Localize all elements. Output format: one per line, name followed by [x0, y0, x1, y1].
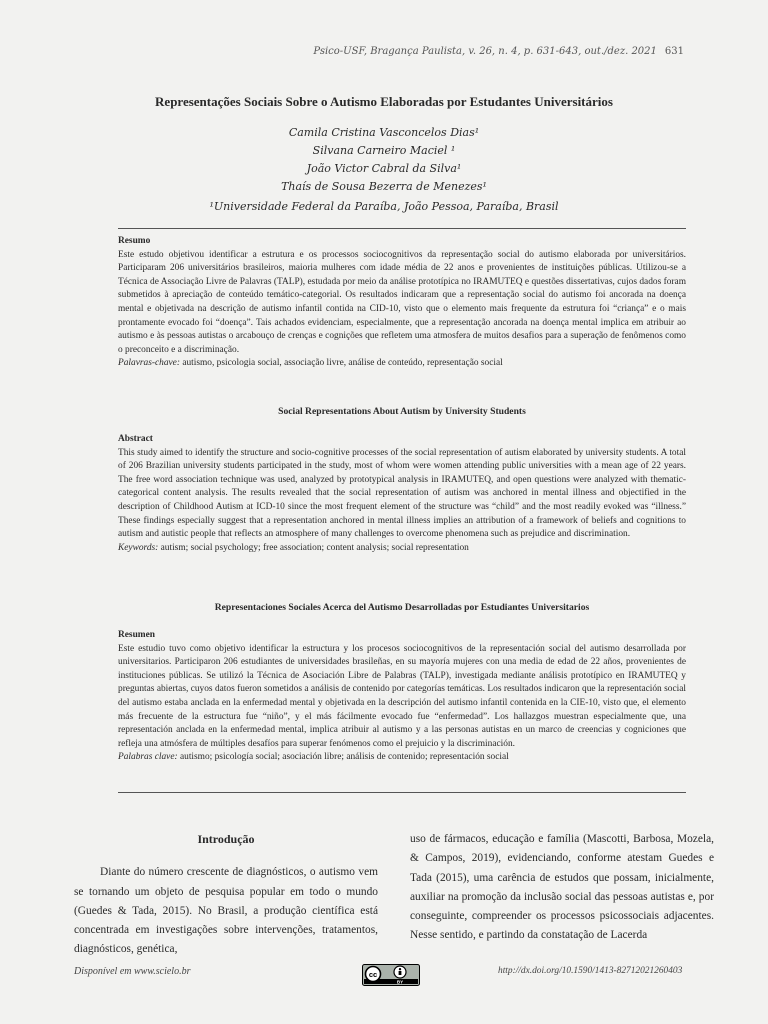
- resumo-heading: Resumo: [118, 236, 151, 246]
- abstract-keywords: autism; social psychology; free association; content analysis; social representation: [160, 542, 469, 553]
- running-header: [313, 46, 684, 57]
- abstract-heading: Abstract: [118, 434, 153, 444]
- by-label: BY: [396, 979, 404, 985]
- intro-right-column: [410, 830, 714, 946]
- english-title: Social Representations About Autism by University Students: [278, 406, 526, 417]
- resumo-block: [118, 235, 686, 371]
- abstract-block: [118, 433, 686, 555]
- resumen-block: [118, 629, 686, 765]
- intro-left-column: [74, 830, 378, 960]
- doi-link[interactable]: http://dx.doi.org/10.1590/1413-82712021260403: [498, 966, 683, 976]
- resumen-text: Este estudio tuvo como objetivo identificar la estructura y los procesos sociocognitivos de la representación social del autismo desarrollada por universitarios. Participaron 206 estudiantes de universidades brasileñas, en su mayoría mujeres con una media de edad de 22 años, provenientes de instituciones públicas. Se utilizó la Técnica de Asociación Libre de Palabras (TALP), investigada mediante análisis prototípico en IRAMUTEQ y preguntas abiertas, cuyos datos fueron sometidos a análisis de contenido por categorías temáticas. Los resultados indicaron que la representación social del autismo estaba anclada en la enfermedad mental y objetivada en la descripción del autismo infantil contenida en la CIE-10, visto que, el elemento más frecuente de la estructura fue “niño”, y el más fácilmente evocado fue “enfermedad”. Los hallazgos muestran especialmente que, una representación anclada en la enfermedad mental, implica atribuir al autismo y a las personas autistas en un marco de creencias y cogniciones que refleja una atmósfera de múltiples desafíos para superar fenómenos como el prejuicio y la discriminación.: [118, 643, 686, 749]
- abstract-keywords-label: Keywords:: [118, 542, 159, 553]
- scielo-availability: Disponível em www.scielo.br: [74, 966, 191, 977]
- author: Thaís de Sousa Bezerra de Menezes¹: [281, 180, 487, 193]
- author: Silvana Carneiro Maciel ¹: [312, 144, 456, 157]
- spanish-title: Representaciones Sociales Acerca del Autismo Desarrolladas por Estudiantes Universitarios: [214, 602, 590, 613]
- divider-top: [118, 228, 686, 229]
- author: João Victor Cabral da Silva¹: [306, 162, 462, 175]
- article-title: Representações Sociais Sobre o Autismo Elaboradas por Estudantes Universitários: [155, 94, 613, 109]
- divider-bottom: [118, 792, 686, 793]
- resumen-keywords: autismo; psicología social; asociación libre; análisis de contenido; representación social: [179, 752, 509, 763]
- author-list: [0, 124, 768, 196]
- resumen-keywords-label: Palabras clave:: [118, 752, 178, 763]
- author: Camila Cristina Vasconcelos Dias¹: [288, 126, 480, 139]
- cc-by-license-badge: [362, 964, 420, 986]
- journal-citation: Psico-USF, Bragança Paulista, v. 26, n. 4, p. 631-643, out./dez. 2021: [313, 46, 657, 57]
- resumo-text: Este estudo objetivou identificar a estrutura e os processos sociocognitivos da representação social do autismo elaborada por universitários. Participaram 206 universitários brasileiros, maioria mulheres com idade média de 22 anos e provenientes de instituições públicas. Utilizou-se a Técnica de Associação Livre de Palavras (TALP), estudada por meio da análise prototípica no IRAMUTEQ e questões dissertativas, cujos dados foram submetidos à apreciação de conteúdo temático-categorial. Os resultados indicaram que a representação social do autismo foi ancorada na doença mental e objetivada na descrição de autismo infantil contida na CID-10, visto que o elemento mais frequente da estrutura foi “criança” e o mais prontamente evocado foi “doença”. Tais achados evidenciam, especialmente, que a representação ancorada na doença mental implica em atribuir ao autismo e às pessoas autistas o arcabouço de crenças e cognições que refletem uma atmosfera de muitos desafios para a superação de fenômenos como o preconceito e a discriminação.: [118, 249, 686, 355]
- intro-right-text: uso de fármacos, educação e família (Mascotti, Barbosa, Mozela, & Campos, 2019), evidenciando, conforme atestam Guedes e Tada (2015), uma carência de estudos que possam, inicialmente, auxiliar na promoção da inclusão social das pessoas autistas e, por conseguinte, compreender os processos psicossociais adjacentes. Nesse sentido, e partindo da constatação de Lacerda: [410, 833, 714, 942]
- cc-label: cc: [368, 969, 378, 979]
- resumo-keywords-label: Palavras-chave:: [118, 358, 180, 369]
- intro-heading: Introdução: [197, 832, 255, 846]
- intro-left-text: Diante do número crescente de diagnósticos, o autismo vem se tornando um objeto de pesquisa popular em todo o mundo (Guedes & Tada, 2015). No Brasil, a produção científica está concentrada em investigações sobre intervenções, tratamentos, diagnósticos, genética,: [74, 866, 378, 956]
- affiliation: ¹Universidade Federal da Paraíba, João Pessoa, Paraíba, Brasil: [209, 200, 559, 213]
- abstract-text: This study aimed to identify the structure and socio-cognitive processes of the social representation of autism elaborated by university students. A total of 206 Brazilian university students participated in the study, most of whom were women attending public universities with a mean age of 22 years. The free word association technique was used, analyzed by prototypical analysis in IRAMUTEQ, and open questions were analyzed with thematic-categorical content analysis. The results revealed that the social representation of autism was anchored in mental illness and objectified in the description of Childhood Autism at ICD-10 since the most frequent element of the structure was “child” and the most readily evoked was “illness.” These findings especially suggest that a representation anchored in mental illness implies an attribution of a framework of beliefs and cognitions to autism and autistic people that reflects an atmosphere of many challenges to overcome phenomena such as prejudice and discrimination.: [118, 447, 686, 540]
- page-number: 631: [664, 46, 684, 57]
- resumo-keywords: autismo, psicologia social, associação livre, análise de conteúdo, representação social: [182, 358, 503, 369]
- resumen-heading: Resumen: [118, 630, 155, 640]
